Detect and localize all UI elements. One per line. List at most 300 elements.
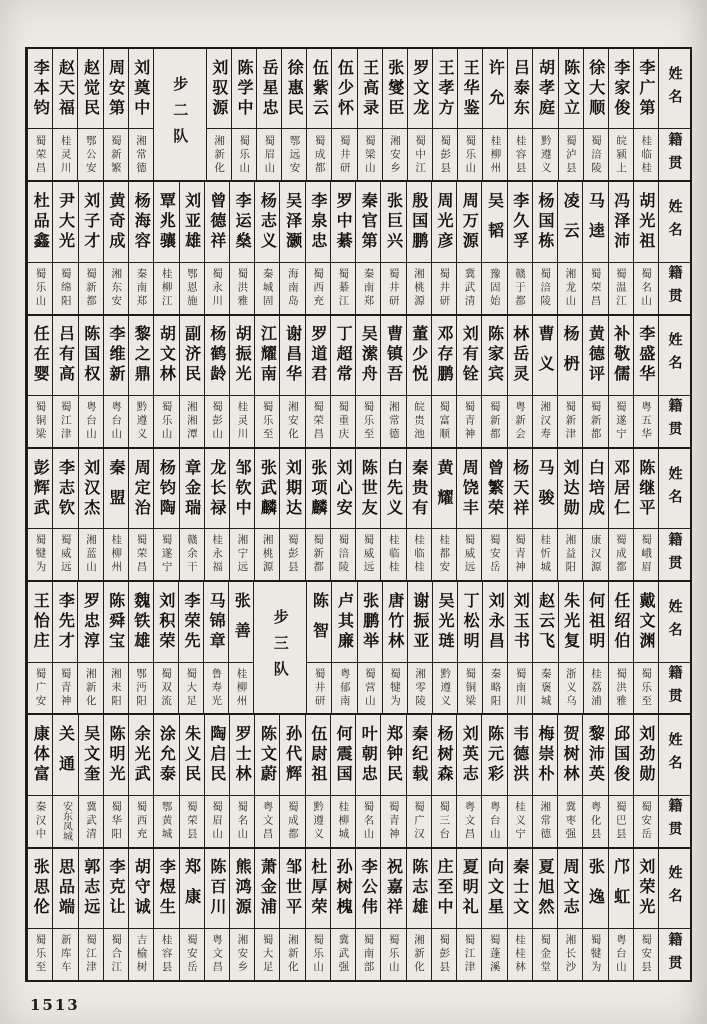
person-name: 尹大光: [56, 192, 76, 253]
header-name-cell: [659, 582, 690, 662]
origin-cell: [634, 663, 658, 714]
origin-cell: [407, 529, 431, 580]
person-origin: 蜀新都: [84, 267, 97, 309]
name-cell: [104, 316, 128, 396]
person-origin: 蜀彭山: [211, 401, 224, 442]
roster-column: [330, 316, 355, 447]
name-cell: [207, 49, 231, 129]
name-cell: [79, 449, 103, 529]
name-cell: [180, 316, 204, 396]
roster-column: [179, 715, 204, 846]
name-cell: [508, 849, 532, 929]
name-cell: [634, 316, 658, 396]
roster-column: [380, 849, 405, 980]
roster-column: [583, 582, 608, 713]
person-name: 秦盟: [106, 458, 126, 519]
origin-cell: [583, 396, 607, 447]
name-cell: [232, 49, 256, 129]
person-name: 熊鸿源: [233, 858, 253, 919]
name-cell: [205, 182, 229, 262]
origin-cell: [508, 129, 532, 180]
person-name: 孙代辉: [283, 725, 303, 786]
name-cell: [457, 715, 481, 795]
name-cell: [508, 582, 532, 662]
name-cell: [230, 316, 254, 396]
person-name: 邝虹: [611, 858, 631, 919]
origin-cell: [28, 929, 52, 980]
origin-cell: [356, 263, 380, 314]
person-name: 周定治: [132, 458, 152, 519]
person-name: 马锦章: [207, 591, 227, 652]
origin-cell: [79, 396, 103, 447]
roster-column: [608, 582, 633, 713]
name-cell: [180, 449, 204, 529]
roster-column: [77, 582, 102, 713]
person-name: 李煜生: [157, 858, 177, 919]
origin-cell: [558, 263, 582, 314]
roster-column: [103, 582, 128, 713]
roster-column: [153, 849, 178, 980]
person-name: 陈继平: [636, 458, 656, 519]
person-name: 陶启民: [207, 725, 227, 786]
person-origin: 蜀新津: [564, 401, 577, 442]
person-origin: 湘桃源: [413, 267, 426, 309]
origin-cell: [381, 396, 405, 447]
person-origin: 湘龙山: [564, 267, 577, 309]
person-name: 李荣先: [181, 591, 201, 652]
name-cell: [408, 49, 432, 129]
origin-cell: [53, 796, 77, 847]
person-name: 张逸: [586, 858, 606, 919]
roster-column: [456, 316, 481, 447]
origin-cell: [331, 263, 355, 314]
person-name: 刘永昌: [486, 591, 506, 652]
roster-column: [27, 582, 52, 713]
unit-divider: [153, 49, 206, 180]
roster-column: [27, 49, 52, 180]
origin-cell: [508, 263, 532, 314]
person-name: 向文星: [485, 858, 505, 919]
person-origin: 鄂黄城: [160, 801, 173, 842]
name-cell: [458, 582, 482, 662]
origin-cell: [482, 796, 506, 847]
origin-cell: [483, 129, 507, 180]
name-cell: [482, 182, 506, 262]
person-name: 郭志远: [81, 858, 101, 919]
person-origin: 桂临桂: [387, 534, 400, 575]
origin-cell: [154, 263, 178, 314]
name-cell: [358, 49, 382, 129]
roster-column: [355, 182, 380, 313]
roster-column: [507, 182, 532, 313]
roster-column: [27, 316, 52, 447]
origin-cell: [255, 396, 279, 447]
person-origin: 桂都安: [438, 534, 451, 575]
person-name: 朱义民: [182, 725, 202, 786]
person-origin: 桂永福: [211, 534, 224, 575]
roster-column: [558, 582, 583, 713]
person-name: 黄德评: [586, 325, 606, 386]
person-name: 吴光琏: [435, 591, 455, 652]
roster-column: [532, 49, 557, 180]
person-name: 陈国权: [81, 325, 101, 386]
name-cell: [282, 49, 306, 129]
origin-cell: [508, 396, 532, 447]
person-origin: 湘新化: [413, 934, 426, 975]
header-name-cell: [659, 715, 690, 795]
person-name: 黎沛英: [586, 725, 606, 786]
name-cell: [432, 449, 456, 529]
name-cell: [129, 849, 153, 929]
name-cell: [104, 849, 128, 929]
person-origin: 蜀新繁: [109, 134, 122, 176]
roster-column: [331, 49, 356, 180]
person-name: 吴韬: [485, 192, 505, 253]
origin-cell: [104, 796, 128, 847]
person-origin: 湘蓝山: [84, 534, 97, 575]
person-name: 补敬儒: [611, 325, 631, 386]
origin-cell: [356, 796, 380, 847]
roster-column: [229, 849, 254, 980]
person-name: 张燮臣: [385, 58, 405, 119]
person-origin: 桂忻城: [539, 534, 552, 575]
roster-column: [279, 316, 304, 447]
header-name-label: 姓名: [666, 65, 683, 112]
name-cell: [230, 849, 254, 929]
person-origin: 粤台山: [614, 934, 627, 975]
person-origin: 蜀乐山: [34, 267, 47, 309]
name-cell: [381, 849, 405, 929]
roster-column: [382, 582, 407, 713]
roster-column: [306, 49, 331, 180]
person-origin: 皖颍上: [615, 134, 628, 176]
origin-cell: [129, 929, 153, 980]
person-name: 赵觉民: [81, 58, 101, 119]
person-origin: 桂柳江: [160, 267, 173, 309]
origin-cell: [458, 129, 482, 180]
roster-column: [456, 849, 481, 980]
origin-cell: [433, 129, 457, 180]
origin-cell: [482, 529, 506, 580]
person-name: 思品端: [56, 858, 76, 919]
person-origin: 粤文昌: [463, 801, 476, 842]
roster-column: [254, 715, 279, 846]
origin-cell: [53, 529, 77, 580]
person-origin: 蜀重庆: [337, 401, 350, 442]
name-cell: [154, 849, 178, 929]
person-origin: 粤文昌: [261, 801, 274, 842]
header-name-cell: [659, 182, 690, 262]
name-cell: [508, 316, 532, 396]
table-band: [27, 847, 690, 980]
person-name: 丁松明: [461, 591, 481, 652]
name-cell: [53, 715, 77, 795]
name-cell: [205, 715, 229, 795]
origin-cell: [407, 929, 431, 980]
person-origin: 桂桂林: [513, 934, 526, 975]
roster-column: [582, 715, 607, 846]
person-origin: 蜀彭县: [438, 934, 451, 975]
roster-column: [204, 316, 229, 447]
name-cell: [559, 49, 583, 129]
name-cell: [104, 582, 128, 662]
header-origin-label: 籍贯: [666, 931, 683, 978]
person-origin: 湘常德: [134, 134, 147, 176]
name-cell: [129, 49, 153, 129]
header-origin-cell: [659, 663, 690, 714]
person-origin: 蜀青神: [387, 801, 400, 842]
roster-column: [633, 182, 658, 313]
name-cell: [255, 715, 279, 795]
person-name: 陈智: [310, 591, 330, 652]
roster-column: [279, 715, 304, 846]
origin-cell: [104, 263, 128, 314]
name-cell: [205, 849, 229, 929]
person-origin: 赣于都: [513, 267, 526, 309]
roster-column: [431, 182, 456, 313]
person-name: 吕有高: [56, 325, 76, 386]
origin-cell: [609, 529, 633, 580]
name-cell: [432, 849, 456, 929]
roster-column: [406, 849, 431, 980]
origin-cell: [280, 396, 304, 447]
roster-column: [305, 449, 330, 580]
person-origin: 湘安乡: [388, 134, 401, 176]
name-cell: [53, 449, 77, 529]
person-origin: 桂柳州: [110, 534, 123, 575]
roster-column: [406, 182, 431, 313]
person-origin: 蜀洪雅: [236, 267, 249, 309]
person-origin: 黔遵义: [135, 401, 148, 442]
person-name: 秦贵有: [409, 458, 429, 519]
origin-cell: [154, 663, 178, 714]
person-name: 胡孝庭: [536, 58, 556, 119]
person-name: 任在婴: [31, 325, 51, 386]
origin-cell: [230, 396, 254, 447]
roster-column: [355, 449, 380, 580]
origin-cell: [205, 396, 229, 447]
person-origin: 蜀青神: [59, 667, 72, 709]
person-origin: 湘新化: [84, 667, 97, 709]
header-name-label: 姓名: [666, 199, 683, 246]
origin-cell: [609, 396, 633, 447]
name-cell: [331, 182, 355, 262]
roster-column: [357, 49, 382, 180]
name-cell: [356, 849, 380, 929]
name-cell: [634, 849, 658, 929]
origin-cell: [609, 663, 633, 714]
name-cell: [53, 49, 77, 129]
roster-column: [178, 582, 203, 713]
table-band: [27, 314, 690, 447]
origin-cell: [257, 129, 281, 180]
roster-column: [557, 316, 582, 447]
origin-cell: [306, 529, 330, 580]
origin-cell: [559, 129, 583, 180]
row-header: [658, 715, 690, 846]
origin-cell: [458, 663, 482, 714]
origin-cell: [280, 529, 304, 580]
person-origin: 鲁寿光: [210, 667, 223, 709]
roster-column: [532, 449, 557, 580]
origin-cell: [457, 396, 481, 447]
roster-column: [305, 316, 330, 447]
roster-column: [128, 182, 153, 313]
name-cell: [508, 449, 532, 529]
roster-column: [128, 849, 153, 980]
roster-column: [279, 182, 304, 313]
name-cell: [584, 582, 608, 662]
person-origin: 蜀新都: [312, 534, 325, 575]
person-origin: 蜀合江: [110, 934, 123, 975]
person-name: 李运燊: [233, 192, 253, 253]
origin-cell: [154, 529, 178, 580]
roster-column: [128, 316, 153, 447]
name-cell: [609, 582, 633, 662]
person-name: 徐大顺: [586, 58, 606, 119]
name-cell: [457, 849, 481, 929]
name-cell: [433, 582, 457, 662]
origin-cell: [331, 796, 355, 847]
origin-cell: [508, 663, 532, 714]
name-cell: [154, 182, 178, 262]
roster-column: [431, 849, 456, 980]
origin-cell: [408, 129, 432, 180]
person-name: 邹世平: [283, 858, 303, 919]
roster-column: [507, 715, 532, 846]
roster-column: [380, 316, 405, 447]
person-name: 萧金浦: [258, 858, 278, 919]
origin-cell: [180, 929, 204, 980]
person-origin: 蜀安岳: [488, 534, 501, 575]
roster-column: [532, 182, 557, 313]
name-cell: [583, 715, 607, 795]
person-origin: 蜀乐山: [464, 134, 477, 176]
roster-column: [582, 182, 607, 313]
roster-column: [633, 715, 658, 846]
person-origin: 蜀乐至: [640, 667, 653, 709]
name-cell: [79, 849, 103, 929]
person-name: 李先才: [56, 591, 76, 652]
person-origin: 蜀乐山: [160, 401, 173, 442]
person-name: 陈志雄: [409, 858, 429, 919]
roster-column: [229, 182, 254, 313]
person-origin: 桂灵川: [236, 401, 249, 442]
person-origin: 蜀遂宁: [614, 401, 627, 442]
person-name: 赵云飞: [536, 591, 556, 652]
person-origin: 蜀梁山: [363, 134, 376, 176]
name-cell: [28, 849, 52, 929]
person-name: 罗道君: [308, 325, 328, 386]
person-origin: 桂容县: [160, 934, 173, 975]
origin-cell: [609, 796, 633, 847]
origin-cell: [457, 929, 481, 980]
person-name: 胡光祖: [636, 192, 656, 253]
origin-cell: [634, 529, 658, 580]
roster-column: [330, 849, 355, 980]
origin-cell: [104, 529, 128, 580]
name-cell: [634, 182, 658, 262]
person-name: 叶朝忠: [359, 725, 379, 786]
name-cell: [609, 316, 633, 396]
origin-cell: [381, 529, 405, 580]
person-origin: 湘桃源: [261, 534, 274, 575]
origin-cell: [432, 796, 456, 847]
person-origin: 蜀井研: [338, 134, 351, 176]
person-name: 丁超常: [334, 325, 354, 386]
name-cell: [28, 715, 52, 795]
person-name: 许允: [486, 58, 506, 119]
origin-cell: [584, 663, 608, 714]
person-name: 王怡庄: [31, 591, 51, 652]
roster-column: [456, 449, 481, 580]
origin-cell: [280, 929, 304, 980]
person-name: 马逵: [586, 192, 606, 253]
roster-column: [582, 849, 607, 980]
roster-column: [179, 449, 204, 580]
roster-column: [78, 449, 103, 580]
roster-column: [633, 49, 658, 180]
roster-column: [532, 849, 557, 980]
person-name: 胡守诚: [132, 858, 152, 919]
person-origin: 蜀荣昌: [135, 534, 148, 575]
person-name: 任绍伯: [611, 591, 631, 652]
person-origin: 蜀威远: [463, 534, 476, 575]
roster-column: [77, 49, 102, 180]
roster-column: [229, 316, 254, 447]
origin-cell: [180, 529, 204, 580]
origin-cell: [432, 396, 456, 447]
roster-column: [380, 449, 405, 580]
name-cell: [180, 182, 204, 262]
person-name: 冯泽沛: [611, 192, 631, 253]
person-name: 杨海容: [132, 192, 152, 253]
name-cell: [179, 582, 203, 662]
roster-column: [128, 582, 153, 713]
table-band: [27, 580, 690, 713]
header-origin-label: 籍贯: [666, 798, 683, 845]
person-origin: 粤台山: [110, 401, 123, 442]
person-name: 周饶丰: [460, 458, 480, 519]
person-name: 刘奠中: [131, 58, 151, 119]
person-name: 邓存鹏: [435, 325, 454, 386]
person-name: 吴泽灏: [283, 192, 303, 253]
roster-column: [558, 49, 583, 180]
name-cell: [458, 49, 482, 129]
person-origin: 蜀广安: [34, 667, 47, 709]
person-origin: 粤五华: [640, 401, 653, 442]
origin-cell: [457, 263, 481, 314]
name-cell: [129, 582, 153, 662]
person-origin: 安东凤城: [60, 801, 72, 842]
roster-column: [355, 849, 380, 980]
person-name: 徐惠民: [285, 58, 305, 119]
name-cell: [407, 182, 431, 262]
person-origin: 粤化县: [589, 801, 602, 842]
person-name: 张鹏举: [360, 591, 380, 652]
roster-column: [456, 715, 481, 846]
person-name: 邱国俊: [611, 725, 631, 786]
roster-column: [281, 49, 306, 180]
name-cell: [154, 715, 178, 795]
person-name: 陈百川: [207, 858, 227, 919]
person-origin: 蜀井研: [387, 267, 400, 309]
person-name: 白培成: [586, 458, 606, 519]
origin-cell: [205, 263, 229, 314]
person-name: 刘积荣: [156, 591, 176, 652]
origin-cell: [307, 129, 331, 180]
origin-cell: [558, 796, 582, 847]
